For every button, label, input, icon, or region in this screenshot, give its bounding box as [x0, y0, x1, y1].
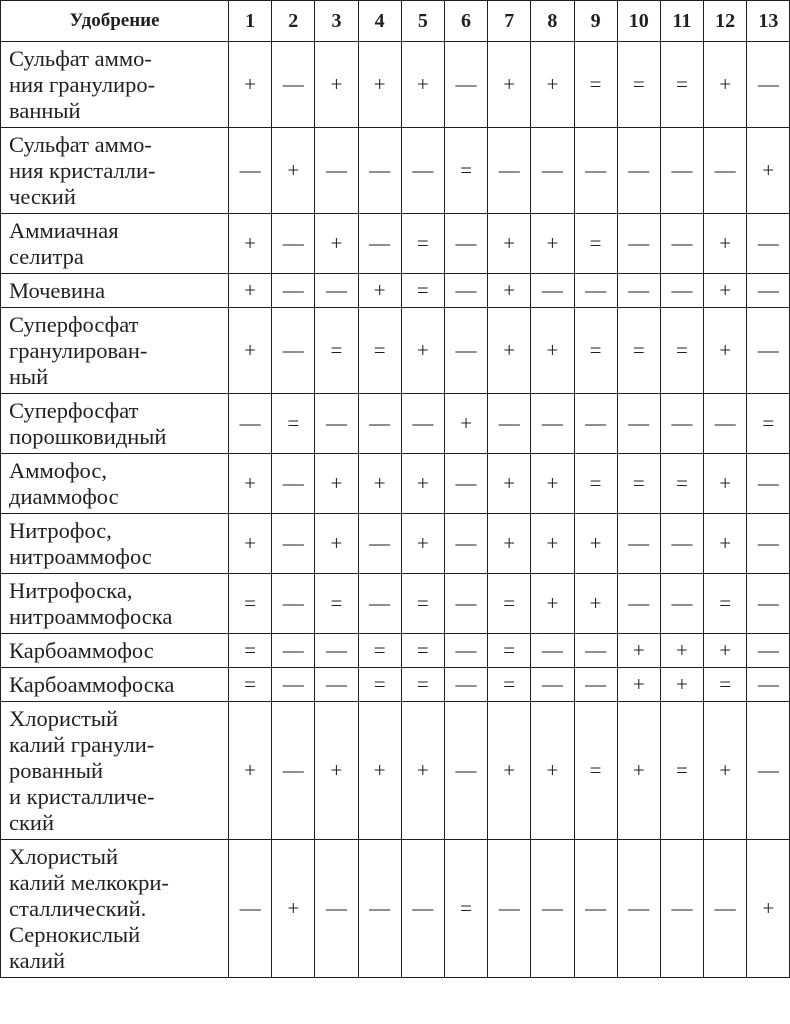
compatibility-mark: —	[747, 634, 790, 668]
compatibility-mark: —	[444, 668, 487, 702]
compatibility-mark: —	[272, 668, 315, 702]
compatibility-mark: =	[315, 308, 358, 394]
fertilizer-name	[1, 668, 229, 702]
compatibility-mark: +	[229, 274, 272, 308]
header-col-12: 12	[704, 1, 747, 42]
compatibility-mark: +	[704, 634, 747, 668]
compatibility-mark: —	[574, 840, 617, 978]
compatibility-mark: +	[660, 634, 703, 668]
table-row	[1, 308, 790, 394]
compatibility-mark: +	[531, 454, 574, 514]
compatibility-mark: =	[660, 308, 703, 394]
compatibility-mark: =	[660, 42, 703, 128]
compatibility-mark: +	[574, 574, 617, 634]
header-col-7: 7	[488, 1, 531, 42]
compatibility-mark: —	[272, 214, 315, 274]
header-col-2: 2	[272, 1, 315, 42]
compatibility-mark: —	[488, 840, 531, 978]
compatibility-mark: —	[660, 514, 703, 574]
fertilizer-name	[1, 840, 229, 978]
compatibility-mark: —	[617, 128, 660, 214]
compatibility-mark: +	[315, 42, 358, 128]
header-col-9: 9	[574, 1, 617, 42]
compatibility-mark: =	[704, 574, 747, 634]
compatibility-mark: +	[488, 454, 531, 514]
compatibility-mark: —	[272, 308, 315, 394]
compatibility-mark: =	[229, 574, 272, 634]
compatibility-mark: =	[660, 454, 703, 514]
compatibility-mark: —	[660, 214, 703, 274]
compatibility-mark: +	[401, 42, 444, 128]
compatibility-mark: +	[229, 702, 272, 840]
compatibility-mark: —	[488, 394, 531, 454]
compatibility-mark: =	[401, 574, 444, 634]
table-row	[1, 274, 790, 308]
compatibility-mark: —	[531, 668, 574, 702]
table-row	[1, 514, 790, 574]
table-row	[1, 454, 790, 514]
compatibility-mark: —	[617, 394, 660, 454]
compatibility-mark: =	[488, 634, 531, 668]
compatibility-mark: —	[315, 128, 358, 214]
fertilizer-name-line: Суперфосфат	[9, 311, 139, 337]
fertilizer-name	[1, 214, 229, 274]
header-col-10: 10	[617, 1, 660, 42]
compatibility-mark: =	[574, 308, 617, 394]
compatibility-mark: —	[358, 574, 401, 634]
fertilizer-name-line: калий	[9, 947, 66, 973]
compatibility-mark: —	[229, 840, 272, 978]
compatibility-mark: —	[444, 514, 487, 574]
fertilizer-name	[1, 454, 229, 514]
fertilizer-name-line: Нитрофоска,	[9, 577, 133, 603]
compatibility-mark: =	[401, 274, 444, 308]
compatibility-mark: —	[488, 128, 531, 214]
compatibility-mark: =	[617, 454, 660, 514]
compatibility-mark: =	[574, 454, 617, 514]
fertilizer-name-line: Карбоаммофос	[9, 637, 154, 663]
compatibility-mark: +	[531, 42, 574, 128]
fertilizer-name-line: ческий	[9, 183, 76, 209]
compatibility-mark: —	[401, 128, 444, 214]
compatibility-mark: +	[488, 214, 531, 274]
compatibility-mark: +	[531, 308, 574, 394]
compatibility-mark: =	[229, 634, 272, 668]
table-row	[1, 702, 790, 840]
compatibility-mark: —	[315, 840, 358, 978]
fertilizer-name	[1, 128, 229, 214]
compatibility-mark: =	[574, 214, 617, 274]
compatibility-mark: —	[358, 214, 401, 274]
compatibility-mark: —	[272, 514, 315, 574]
fertilizer-name-line: Хлористый	[9, 705, 118, 731]
header-col-5: 5	[401, 1, 444, 42]
compatibility-mark: —	[444, 454, 487, 514]
fertilizer-name-line: порошковидный	[9, 423, 167, 449]
compatibility-mark: =	[444, 840, 487, 978]
compatibility-mark: +	[617, 702, 660, 840]
compatibility-mark: —	[660, 274, 703, 308]
compatibility-mark: —	[531, 840, 574, 978]
compatibility-mark: —	[660, 574, 703, 634]
compatibility-mark: +	[315, 514, 358, 574]
compatibility-mark: +	[315, 214, 358, 274]
compatibility-mark: +	[704, 454, 747, 514]
compatibility-mark: +	[617, 634, 660, 668]
fertilizer-name-line: Мочевина	[9, 277, 106, 303]
table-row	[1, 394, 790, 454]
fertilizer-name-line: Аммофос,	[9, 457, 107, 483]
compatibility-mark: +	[229, 514, 272, 574]
compatibility-mark: —	[401, 840, 444, 978]
compatibility-mark: —	[444, 634, 487, 668]
table-body	[1, 42, 790, 978]
compatibility-mark: =	[617, 42, 660, 128]
compatibility-mark: +	[488, 274, 531, 308]
compatibility-mark: —	[617, 214, 660, 274]
compatibility-mark: +	[574, 514, 617, 574]
header-col-11: 11	[660, 1, 703, 42]
header-row	[1, 1, 790, 42]
compatibility-mark: —	[444, 274, 487, 308]
compatibility-mark: +	[358, 702, 401, 840]
compatibility-mark: —	[358, 128, 401, 214]
compatibility-mark: +	[531, 214, 574, 274]
fertilizer-name-line: диаммофос	[9, 483, 119, 509]
fertilizer-name	[1, 394, 229, 454]
compatibility-mark: =	[617, 308, 660, 394]
compatibility-mark: —	[660, 394, 703, 454]
compatibility-mark: —	[531, 634, 574, 668]
compatibility-mark: —	[272, 274, 315, 308]
compatibility-mark: =	[747, 394, 790, 454]
fertilizer-name-line: Суперфосфат	[9, 397, 139, 423]
fertilizer-name-line: Аммиачная	[9, 217, 119, 243]
compatibility-mark: +	[704, 702, 747, 840]
compatibility-mark: =	[401, 214, 444, 274]
header-col-6: 6	[444, 1, 487, 42]
compatibility-mark: +	[358, 274, 401, 308]
compatibility-mark: +	[704, 42, 747, 128]
table-row	[1, 42, 790, 128]
compatibility-mark: —	[574, 394, 617, 454]
fertilizer-name	[1, 274, 229, 308]
compatibility-mark: +	[704, 514, 747, 574]
compatibility-mark: =	[358, 668, 401, 702]
fertilizer-name-line: Сульфат аммо-	[9, 45, 152, 71]
fertilizer-name-line: нитроаммофоска	[9, 603, 173, 629]
compatibility-mark: —	[747, 514, 790, 574]
compatibility-mark: —	[531, 394, 574, 454]
fertilizer-name-line: ский	[9, 809, 54, 835]
compatibility-mark: —	[747, 454, 790, 514]
compatibility-mark: +	[229, 214, 272, 274]
table-row	[1, 668, 790, 702]
compatibility-mark: +	[315, 454, 358, 514]
compatibility-mark: —	[272, 42, 315, 128]
table-row	[1, 214, 790, 274]
fertilizer-name-line: Карбоаммофоска	[9, 671, 175, 697]
compatibility-mark: —	[315, 634, 358, 668]
compatibility-mark: +	[229, 454, 272, 514]
compatibility-mark: —	[617, 574, 660, 634]
compatibility-mark: +	[315, 702, 358, 840]
compatibility-mark: —	[358, 514, 401, 574]
fertilizer-name	[1, 42, 229, 128]
compatibility-mark: +	[401, 702, 444, 840]
compatibility-mark: —	[444, 308, 487, 394]
fertilizer-name-line: Сульфат аммо-	[9, 131, 152, 157]
compatibility-mark: —	[444, 574, 487, 634]
compatibility-mark: —	[229, 394, 272, 454]
fertilizer-name-line: ния кристалли-	[9, 157, 156, 183]
compatibility-mark: +	[531, 514, 574, 574]
compatibility-mark: +	[401, 514, 444, 574]
compatibility-mark: —	[747, 42, 790, 128]
header-col-8: 8	[531, 1, 574, 42]
compatibility-mark: —	[444, 702, 487, 840]
fertilizer-name-line: гранулирован-	[9, 337, 148, 363]
compatibility-mark: =	[401, 634, 444, 668]
compatibility-mark: —	[660, 840, 703, 978]
fertilizer-name	[1, 574, 229, 634]
compatibility-mark: =	[229, 668, 272, 702]
compatibility-mark: =	[358, 634, 401, 668]
compatibility-mark: =	[358, 308, 401, 394]
compatibility-mark: +	[272, 840, 315, 978]
compatibility-mark: —	[704, 840, 747, 978]
compatibility-mark: —	[401, 394, 444, 454]
fertilizer-name-line: ный	[9, 363, 49, 389]
compatibility-mark: —	[272, 702, 315, 840]
compatibility-mark: +	[704, 308, 747, 394]
compatibility-mark: =	[704, 668, 747, 702]
compatibility-mark: —	[574, 634, 617, 668]
compatibility-mark: =	[574, 702, 617, 840]
fertilizer-name-line: ния гранулиро-	[9, 71, 156, 97]
compatibility-mark: +	[272, 128, 315, 214]
fertilizer-name-line: рованный	[9, 757, 104, 783]
compatibility-mark: —	[574, 274, 617, 308]
compatibility-mark: +	[747, 128, 790, 214]
compatibility-mark: —	[531, 128, 574, 214]
compatibility-mark: +	[617, 668, 660, 702]
compatibility-mark: +	[488, 702, 531, 840]
header-fertilizer: Удобрение	[1, 1, 229, 42]
compatibility-mark: —	[444, 214, 487, 274]
compatibility-mark: —	[315, 668, 358, 702]
compatibility-mark: —	[444, 42, 487, 128]
compatibility-mark: =	[574, 42, 617, 128]
compatibility-mark: —	[358, 840, 401, 978]
compatibility-mark: —	[315, 274, 358, 308]
compatibility-mark: —	[315, 394, 358, 454]
compatibility-mark: +	[531, 702, 574, 840]
compatibility-mark: —	[747, 274, 790, 308]
compatibility-mark: =	[272, 394, 315, 454]
table-header	[1, 1, 790, 42]
compatibility-mark: =	[488, 668, 531, 702]
fertilizer-name-line: сталлический.	[9, 895, 147, 921]
compatibility-mark: —	[747, 574, 790, 634]
header-col-3: 3	[315, 1, 358, 42]
compatibility-mark: —	[272, 634, 315, 668]
compatibility-mark: —	[272, 454, 315, 514]
compatibility-mark: +	[488, 308, 531, 394]
fertilizer-name	[1, 634, 229, 668]
fertilizer-name	[1, 514, 229, 574]
fertilizer-name-line: Нитрофос,	[9, 517, 112, 543]
fertilizer-name-line: калий мелкокри-	[9, 869, 169, 895]
compatibility-mark: —	[747, 308, 790, 394]
compatibility-mark: —	[747, 702, 790, 840]
fertilizer-name	[1, 308, 229, 394]
fertilizer-name-line: селитра	[9, 243, 84, 269]
compatibility-mark: —	[617, 514, 660, 574]
compatibility-mark: —	[229, 128, 272, 214]
compatibility-mark: =	[488, 574, 531, 634]
table-row	[1, 634, 790, 668]
compatibility-mark: —	[574, 128, 617, 214]
compatibility-mark: —	[574, 668, 617, 702]
table-row	[1, 128, 790, 214]
compatibility-mark: +	[229, 42, 272, 128]
fertilizer-name-line: Сернокислый	[9, 921, 141, 947]
compatibility-mark: =	[444, 128, 487, 214]
header-col-1: 1	[229, 1, 272, 42]
compatibility-mark: —	[272, 574, 315, 634]
header-col-13: 13	[747, 1, 790, 42]
compatibility-mark: +	[358, 454, 401, 514]
compatibility-mark: —	[747, 214, 790, 274]
compatibility-mark: +	[747, 840, 790, 978]
compatibility-mark: +	[358, 42, 401, 128]
compatibility-mark: —	[660, 128, 703, 214]
table-row	[1, 574, 790, 634]
compatibility-mark: +	[229, 308, 272, 394]
compatibility-mark: +	[488, 42, 531, 128]
compatibility-mark: +	[401, 308, 444, 394]
fertilizer-name-line: ванный	[9, 97, 81, 123]
fertilizer-name	[1, 702, 229, 840]
compatibility-mark: =	[660, 702, 703, 840]
compatibility-mark: —	[747, 668, 790, 702]
compatibility-mark: =	[401, 668, 444, 702]
compatibility-mark: +	[488, 514, 531, 574]
compatibility-mark: —	[531, 274, 574, 308]
compatibility-mark: —	[617, 840, 660, 978]
compatibility-mark: —	[617, 274, 660, 308]
table-row	[1, 840, 790, 978]
fertilizer-name-line: и кристалличе-	[9, 783, 155, 809]
compatibility-mark: —	[358, 394, 401, 454]
fertilizer-name-line: калий гранули-	[9, 731, 155, 757]
compatibility-mark: —	[704, 394, 747, 454]
compatibility-mark: +	[531, 574, 574, 634]
fertilizer-name-line: Хлористый	[9, 843, 118, 869]
fertilizer-name-line: нитроаммофос	[9, 543, 152, 569]
compatibility-mark: =	[315, 574, 358, 634]
compatibility-mark: —	[704, 128, 747, 214]
header-col-4: 4	[358, 1, 401, 42]
compatibility-mark: +	[444, 394, 487, 454]
compatibility-mark: +	[704, 274, 747, 308]
compatibility-mark: +	[660, 668, 703, 702]
compatibility-mark: +	[401, 454, 444, 514]
compatibility-mark: +	[704, 214, 747, 274]
